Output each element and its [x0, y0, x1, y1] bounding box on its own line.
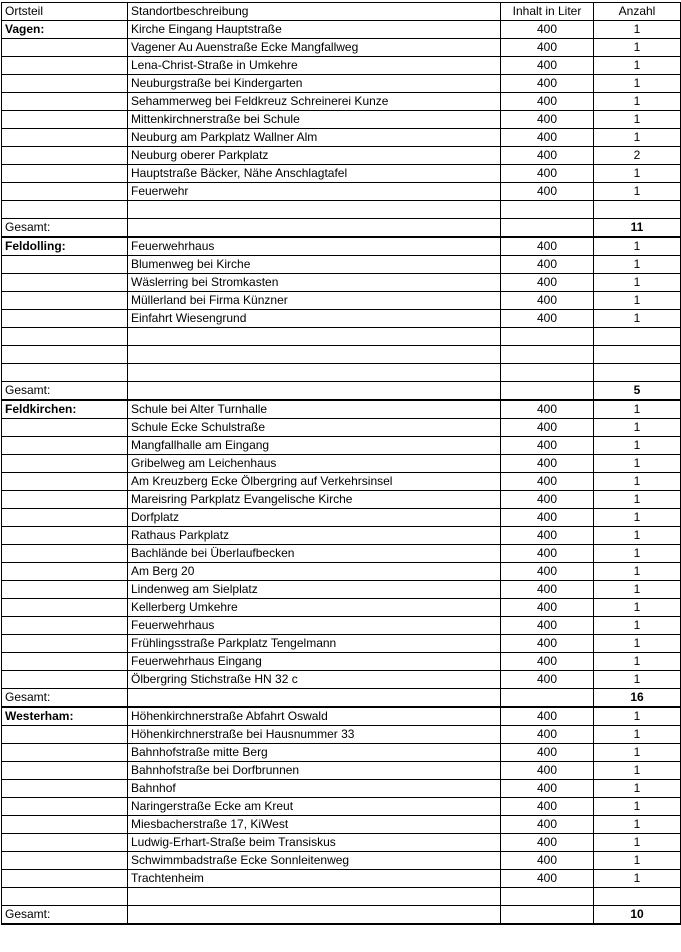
ortsteil-cell	[2, 147, 128, 165]
ortsteil-cell	[2, 292, 128, 310]
anzahl-cell: 1	[594, 437, 681, 455]
inhalt-cell: 400	[501, 292, 594, 310]
inhalt-cell: 400	[501, 111, 594, 129]
inhalt-cell: 400	[501, 57, 594, 75]
inhalt-cell: 400	[501, 419, 594, 437]
ortsteil-cell	[2, 165, 128, 183]
standort-cell: Gribelweg am Leichenhaus	[128, 455, 501, 473]
table-row	[2, 274, 681, 292]
header-ortsteil: Ortsteil	[2, 3, 128, 21]
inhalt-cell: 400	[501, 581, 594, 599]
anzahl-cell: 1	[594, 527, 681, 545]
table-row	[2, 237, 681, 256]
table-row	[2, 798, 681, 816]
standort-cell: Mareisring Parkplatz Evangelische Kirche	[128, 491, 501, 509]
ortsteil-cell	[2, 437, 128, 455]
ortsteil-cell	[2, 816, 128, 834]
ortsteil-cell	[2, 75, 128, 93]
group-total: 16	[594, 689, 681, 708]
inhalt-cell: 400	[501, 707, 594, 726]
group-total-row	[2, 906, 681, 925]
table-row	[2, 111, 681, 129]
standort-cell: Lindenweg am Sielplatz	[128, 581, 501, 599]
table-row	[2, 635, 681, 653]
standort-cell: Ölbergring Stichstraße HN 32 c	[128, 671, 501, 689]
anzahl-cell: 1	[594, 292, 681, 310]
anzahl-cell: 1	[594, 310, 681, 328]
ortsteil-cell	[2, 93, 128, 111]
inhalt-cell: 400	[501, 237, 594, 256]
anzahl-cell: 1	[594, 93, 681, 111]
inhalt-cell	[501, 328, 594, 346]
ortsteil-cell	[2, 545, 128, 563]
standort-cell: Rathaus Parkplatz	[128, 527, 501, 545]
table-row	[2, 653, 681, 671]
standort-cell	[128, 219, 501, 238]
anzahl-cell: 1	[594, 744, 681, 762]
ortsteil-cell: Feldkirchen:	[2, 400, 128, 419]
standort-cell	[128, 382, 501, 401]
table-row	[2, 491, 681, 509]
ortsteil-cell	[2, 888, 128, 906]
standort-cell: Am Kreuzberg Ecke Ölbergring auf Verkehrsinsel	[128, 473, 501, 491]
standort-cell: Bahnhof	[128, 780, 501, 798]
anzahl-cell: 1	[594, 870, 681, 888]
ortsteil-cell	[2, 491, 128, 509]
anzahl-cell: 1	[594, 563, 681, 581]
anzahl-cell: 1	[594, 75, 681, 93]
gesamt-label: Gesamt:	[2, 382, 128, 401]
standort-cell: Naringerstraße Ecke am Kreut	[128, 798, 501, 816]
ortsteil-cell	[2, 780, 128, 798]
anzahl-cell: 1	[594, 473, 681, 491]
inhalt-cell	[501, 219, 594, 238]
standort-cell: Mangfallhalle am Eingang	[128, 437, 501, 455]
inhalt-cell: 400	[501, 437, 594, 455]
anzahl-cell: 1	[594, 237, 681, 256]
anzahl-cell: 1	[594, 419, 681, 437]
standort-cell	[128, 888, 501, 906]
standort-cell: Schwimmbadstraße Ecke Sonnleitenweg	[128, 852, 501, 870]
group-total: 5	[594, 382, 681, 401]
standort-cell	[128, 328, 501, 346]
anzahl-cell: 1	[594, 599, 681, 617]
table-row	[2, 780, 681, 798]
inhalt-cell	[501, 346, 594, 364]
ortsteil-cell	[2, 183, 128, 201]
table-row	[2, 617, 681, 635]
standort-cell	[128, 201, 501, 219]
anzahl-cell: 1	[594, 852, 681, 870]
anzahl-cell: 1	[594, 581, 681, 599]
anzahl-cell: 1	[594, 509, 681, 527]
standort-cell: Wäslerring bei Stromkasten	[128, 274, 501, 292]
inhalt-cell: 400	[501, 635, 594, 653]
table-row	[2, 183, 681, 201]
anzahl-cell	[594, 328, 681, 346]
anzahl-cell	[594, 888, 681, 906]
inhalt-cell: 400	[501, 834, 594, 852]
group-total-row	[2, 382, 681, 401]
gesamt-label: Gesamt:	[2, 689, 128, 708]
inhalt-cell: 400	[501, 400, 594, 419]
standort-cell: Schule bei Alter Turnhalle	[128, 400, 501, 419]
anzahl-cell: 1	[594, 129, 681, 147]
standort-cell: Feuerwehr	[128, 183, 501, 201]
standort-cell	[128, 364, 501, 382]
ortsteil-cell	[2, 39, 128, 57]
inhalt-cell	[501, 382, 594, 401]
anzahl-cell: 1	[594, 762, 681, 780]
standort-cell: Miesbacherstraße 17, KiWest	[128, 816, 501, 834]
table-row	[2, 762, 681, 780]
anzahl-cell	[594, 346, 681, 364]
anzahl-cell: 1	[594, 491, 681, 509]
table-row	[2, 400, 681, 419]
blank-row	[2, 888, 681, 906]
ortsteil-cell	[2, 581, 128, 599]
standort-cell: Dorfplatz	[128, 509, 501, 527]
table-row	[2, 527, 681, 545]
inhalt-cell: 400	[501, 93, 594, 111]
anzahl-cell: 1	[594, 816, 681, 834]
anzahl-cell	[594, 201, 681, 219]
anzahl-cell: 1	[594, 57, 681, 75]
standort-cell: Schule Ecke Schulstraße	[128, 419, 501, 437]
table-row	[2, 292, 681, 310]
ortsteil-cell	[2, 455, 128, 473]
inhalt-cell: 400	[501, 816, 594, 834]
inhalt-cell: 400	[501, 21, 594, 39]
inhalt-cell: 400	[501, 509, 594, 527]
inhalt-cell: 400	[501, 39, 594, 57]
anzahl-cell: 1	[594, 617, 681, 635]
anzahl-cell: 1	[594, 111, 681, 129]
inhalt-cell: 400	[501, 165, 594, 183]
anzahl-cell: 1	[594, 707, 681, 726]
ortsteil-cell	[2, 671, 128, 689]
ortsteil-cell	[2, 328, 128, 346]
ortsteil-cell	[2, 635, 128, 653]
standort-cell: Trachtenheim	[128, 870, 501, 888]
inhalt-cell: 400	[501, 256, 594, 274]
table-row	[2, 39, 681, 57]
ortsteil-cell	[2, 653, 128, 671]
standort-cell: Kirche Eingang Hauptstraße	[128, 21, 501, 39]
group-total: 10	[594, 906, 681, 925]
ortsteil-cell	[2, 762, 128, 780]
table-row	[2, 165, 681, 183]
table-row	[2, 455, 681, 473]
table-row	[2, 93, 681, 111]
table-row	[2, 473, 681, 491]
inhalt-cell: 400	[501, 671, 594, 689]
anzahl-cell: 1	[594, 21, 681, 39]
inhalt-cell: 400	[501, 310, 594, 328]
table-body	[2, 21, 681, 925]
header-standort: Standortbeschreibung	[128, 3, 501, 21]
inhalt-cell: 400	[501, 744, 594, 762]
blank-row	[2, 364, 681, 382]
table-row	[2, 419, 681, 437]
group-total-row	[2, 689, 681, 708]
standort-cell: Sehammerweg bei Feldkreuz Schreinerei Kunze	[128, 93, 501, 111]
standort-cell	[128, 906, 501, 925]
ortsteil-cell	[2, 364, 128, 382]
ortsteil-cell: Feldolling:	[2, 237, 128, 256]
table-row	[2, 75, 681, 93]
ortsteil-cell	[2, 527, 128, 545]
standort-cell: Feuerwehrhaus Eingang	[128, 653, 501, 671]
ortsteil-cell	[2, 509, 128, 527]
anzahl-cell	[594, 364, 681, 382]
inhalt-cell: 400	[501, 653, 594, 671]
inhalt-cell: 400	[501, 545, 594, 563]
inhalt-cell: 400	[501, 274, 594, 292]
standort-cell: Feuerwehrhaus	[128, 237, 501, 256]
ortsteil-cell: Vagen:	[2, 21, 128, 39]
table-row	[2, 852, 681, 870]
ortsteil-cell	[2, 129, 128, 147]
anzahl-cell: 1	[594, 400, 681, 419]
inhalt-cell: 400	[501, 183, 594, 201]
standort-cell: Ludwig-Erhart-Straße beim Transiskus	[128, 834, 501, 852]
anzahl-cell: 1	[594, 545, 681, 563]
ortsteil-cell	[2, 744, 128, 762]
anzahl-cell: 1	[594, 671, 681, 689]
group-total-row	[2, 219, 681, 238]
ortsteil-cell	[2, 256, 128, 274]
inhalt-cell: 400	[501, 563, 594, 581]
ortsteil-cell	[2, 563, 128, 581]
inhalt-cell: 400	[501, 473, 594, 491]
table-row	[2, 671, 681, 689]
ortsteil-cell	[2, 310, 128, 328]
inhalt-cell: 400	[501, 762, 594, 780]
anzahl-cell: 1	[594, 653, 681, 671]
group-total: 11	[594, 219, 681, 238]
table-row	[2, 816, 681, 834]
anzahl-cell: 1	[594, 39, 681, 57]
ortsteil-cell	[2, 419, 128, 437]
inhalt-cell: 400	[501, 726, 594, 744]
inhalt-cell: 400	[501, 780, 594, 798]
table-row	[2, 129, 681, 147]
standort-cell: Neuburg am Parkplatz Wallner Alm	[128, 129, 501, 147]
inhalt-cell	[501, 906, 594, 925]
standort-cell: Neuburgstraße bei Kindergarten	[128, 75, 501, 93]
gesamt-label: Gesamt:	[2, 219, 128, 238]
inhalt-cell: 400	[501, 527, 594, 545]
standort-cell: Frühlingsstraße Parkplatz Tengelmann	[128, 635, 501, 653]
anzahl-cell: 1	[594, 726, 681, 744]
anzahl-cell: 1	[594, 165, 681, 183]
ortsteil-cell	[2, 852, 128, 870]
ortsteil-cell	[2, 870, 128, 888]
anzahl-cell: 1	[594, 780, 681, 798]
anzahl-cell: 1	[594, 635, 681, 653]
standort-cell: Neuburg oberer Parkplatz	[128, 147, 501, 165]
standort-cell: Blumenweg bei Kirche	[128, 256, 501, 274]
standort-cell: Höhenkirchnerstraße Abfahrt Oswald	[128, 707, 501, 726]
standort-cell: Am Berg 20	[128, 563, 501, 581]
ortsteil-cell	[2, 599, 128, 617]
anzahl-cell: 1	[594, 256, 681, 274]
standort-cell: Mittenkirchnerstraße bei Schule	[128, 111, 501, 129]
ortsteil-cell	[2, 57, 128, 75]
table-row	[2, 545, 681, 563]
inhalt-cell: 400	[501, 129, 594, 147]
standort-cell: Kellerberg Umkehre	[128, 599, 501, 617]
anzahl-cell: 1	[594, 455, 681, 473]
inhalt-cell	[501, 689, 594, 708]
ortsteil-cell	[2, 111, 128, 129]
ortsteil-cell	[2, 798, 128, 816]
anzahl-cell: 1	[594, 274, 681, 292]
blank-row	[2, 328, 681, 346]
ortsteil-cell	[2, 274, 128, 292]
table-row	[2, 870, 681, 888]
standort-cell: Feuerwehrhaus	[128, 617, 501, 635]
standort-cell: Müllerland bei Firma Künzner	[128, 292, 501, 310]
ortsteil-cell	[2, 346, 128, 364]
header-row	[2, 3, 681, 21]
table-row	[2, 256, 681, 274]
anzahl-cell: 1	[594, 834, 681, 852]
standort-cell: Vagener Au Auenstraße Ecke Mangfallweg	[128, 39, 501, 57]
ortsteil-cell	[2, 834, 128, 852]
inhalt-cell	[501, 201, 594, 219]
standort-cell	[128, 689, 501, 708]
table-row	[2, 310, 681, 328]
ortsteil-cell: Westerham:	[2, 707, 128, 726]
standort-cell: Lena-Christ-Straße in Umkehre	[128, 57, 501, 75]
inhalt-cell: 400	[501, 147, 594, 165]
gesamt-label: Gesamt:	[2, 906, 128, 925]
anzahl-cell: 1	[594, 183, 681, 201]
standort-cell: Bahnhofstraße bei Dorfbrunnen	[128, 762, 501, 780]
standort-cell: Bahnhofstraße mitte Berg	[128, 744, 501, 762]
inhalt-cell: 400	[501, 852, 594, 870]
table-row	[2, 437, 681, 455]
table-row	[2, 21, 681, 39]
inhalt-cell	[501, 888, 594, 906]
inhalt-cell: 400	[501, 798, 594, 816]
anzahl-cell: 1	[594, 798, 681, 816]
inhalt-cell: 400	[501, 599, 594, 617]
table-row	[2, 563, 681, 581]
ortsteil-cell	[2, 473, 128, 491]
table-row	[2, 834, 681, 852]
standort-cell: Einfahrt Wiesengrund	[128, 310, 501, 328]
ortsteil-cell	[2, 726, 128, 744]
inhalt-cell: 400	[501, 75, 594, 93]
header-anzahl: Anzahl	[594, 3, 681, 21]
table-row	[2, 509, 681, 527]
standort-cell: Höhenkirchnerstraße bei Hausnummer 33	[128, 726, 501, 744]
container-sites-table	[1, 2, 681, 925]
header-inhalt: Inhalt in Liter	[501, 3, 594, 21]
table-row	[2, 599, 681, 617]
blank-row	[2, 346, 681, 364]
table-row	[2, 57, 681, 75]
inhalt-cell: 400	[501, 455, 594, 473]
table-row	[2, 726, 681, 744]
anzahl-cell: 2	[594, 147, 681, 165]
table-row	[2, 147, 681, 165]
inhalt-cell	[501, 364, 594, 382]
blank-row	[2, 201, 681, 219]
standort-cell: Bachlände bei Überlaufbecken	[128, 545, 501, 563]
table-row	[2, 581, 681, 599]
inhalt-cell: 400	[501, 617, 594, 635]
ortsteil-cell	[2, 201, 128, 219]
standort-cell	[128, 346, 501, 364]
table-row	[2, 744, 681, 762]
inhalt-cell: 400	[501, 491, 594, 509]
table-row	[2, 707, 681, 726]
standort-cell: Hauptstraße Bäcker, Nähe Anschlagtafel	[128, 165, 501, 183]
inhalt-cell: 400	[501, 870, 594, 888]
ortsteil-cell	[2, 617, 128, 635]
